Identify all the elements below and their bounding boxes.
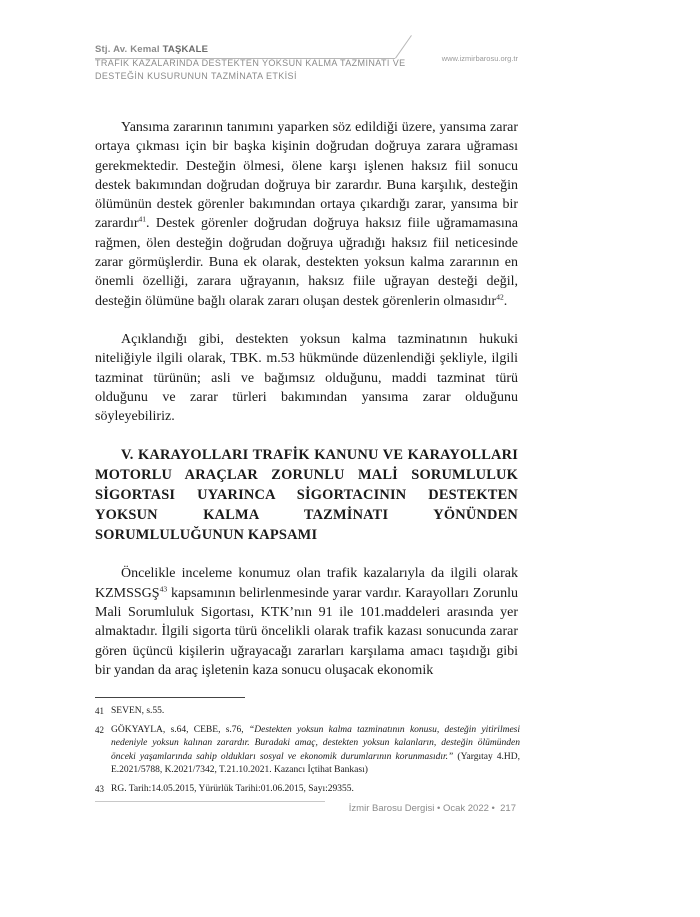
paragraph-3: Öncelikle inceleme konumuz olan trafik kazalarıyla da ilgili olarak KZMSSGŞ$^{43}$ kapsamının belirlenmesinde yarar vardır. Karayolları Zorunlu Mali Sorumluluk Sigortası, KTK’nın 91 ile 101.maddeleri arasında yer almaktadır. İlgili sigorta türü öncelikli olarak trafik kazası sonucunda zarar gören üçüncü kişilerin uğrayacağı zararları karşılama amacı taşıdığı gibi bir yandan da araç işletenin kaza sonucu oluşacak ekonomik: [95, 566, 518, 678]
author-surname: TAŞKALE: [162, 44, 209, 55]
header-rule: [95, 58, 395, 59]
main-text: [95, 118, 518, 680]
running-header: [95, 44, 525, 82]
footnote-ref-43[interactable]: 43: [159, 584, 168, 594]
footer-separator: •: [436, 803, 441, 814]
author-first: Stj. Av. Kemal: [95, 44, 160, 55]
running-title-line2: DESTEĞİN KUSURUNUN TAZMİNATA ETKİSİ: [95, 70, 297, 81]
journal-name: İzmir Barosu Dergisi: [348, 803, 435, 814]
footnote-text: SEVEN, s.55.: [111, 706, 165, 716]
footnote-number: 42: [95, 725, 104, 736]
paragraph-1: Yansıma zararının tanımını yaparken söz edildiği üzere, yansıma zarar ortaya çıkması için bir başka kişinin doğrudan doğruya zarara uğraması gerekmektedir. Desteğin ölmesi, ölene karşı işlenen haksız fiil sonucu destek bakımından doğrudan doğruya bir zarardır. Buna karşılık, desteğin ölümünün destek görenler bakımından ortaya çıkardığı zarar, yansıma bir zarardır$^{41}$. Destek görenler doğrudan doğruya haksız fiile uğramamasına rağmen, ölen desteğin doğrudan doğruya uğradığı haksız fiil neticesinde zarar görmüşlerdir. Buna ek olarak, destekten yoksun kalma zararının en önemli özelliği, zarara uğrayanın, haksız fiile uğrayan desteği değil, desteğin ölümüne bağlı olarak zararı oluşan destek görenlerin olmasıdır$^{42}$.: [95, 120, 518, 309]
footnote-41: [95, 705, 520, 718]
website-url[interactable]: www.izmirbarosu.org.tr: [441, 54, 518, 63]
footer-rule: [95, 801, 325, 802]
footnote-number: 41: [95, 706, 104, 716]
footnote-43: [95, 783, 520, 796]
page-footer: [349, 803, 516, 814]
running-title-line1: TRAFİK KAZALARINDA DESTEKTEN YOKSUN KALMA TAZMİNATI VE: [95, 58, 406, 68]
footnote-rule: [95, 697, 245, 698]
footnote-text: GÖKYAYLA, s.64, CEBE, s.76, “Destekten yoksun kalma tazminatının konusu, desteğin yitirilmesi nedeniyle yoksun kalınan zarardır. Buradaki amaç, destekten yoksun kalanların, desteğin ölümünden önceki yaşamlarında sahip oldukları sosyal ve ekonomik durumlarının korunmasıdır.” (Yargıtay 4.HD, E.2021/5788, K.2021/7342, T.21.10.2021. Kazancı İçtihat Bankası): [111, 725, 521, 775]
footer-separator: •: [491, 803, 495, 814]
footnote-number: 43: [95, 784, 104, 795]
footnote-quote: “Destekten yoksun kalma tazminatının konusu, desteğin yitirilmesi nedeniyle yoksun kalınan zarardır. Buradaki amaç, destekten yoksun kalanların, desteğin ölümünden önceki yaşamlarında sahip oldukları sosyal ve ekonomik durumlarının korunmasıdır.”: [111, 725, 520, 762]
footnotes: [95, 705, 520, 802]
footnote-42: [95, 724, 520, 777]
section-heading: V. KARAYOLLARI TRAFİK KANUNU VE KARAYOLLARI MOTORLU ARAÇLAR ZORUNLU MALİ SORUMLULUK SİGORTASI UYARINCA SİGORTACININ DESTEKTEN YOKSUN KALMA TAZMİNATI YÖNÜNDEN SORUMLULUĞUNUN KAPSAMI: [95, 447, 518, 544]
footnote-text: RG. Tarih:14.05.2015, Yürürlük Tarihi:01.06.2015, Sayı:29355.: [111, 784, 354, 795]
footnote-ref-41[interactable]: 41: [138, 214, 147, 224]
footnote-ref-42[interactable]: 42: [496, 292, 504, 302]
paragraph-2: Açıklandığı gibi, destekten yoksun kalma tazminatının hukuki niteliğiyle ilgili olarak, TBK. m.53 hükmünde düzenlendiği şekliyle, ilgili tazminat türünün; asli ve bağımsız olduğunu, maddi tazminat türü olduğunu ve zarar türleri bakımından yansıma zarar olduğunu söyleyebiliriz.: [95, 331, 518, 425]
journal-issue: Ocak 2022: [442, 803, 489, 814]
page-number: 217: [500, 803, 516, 814]
